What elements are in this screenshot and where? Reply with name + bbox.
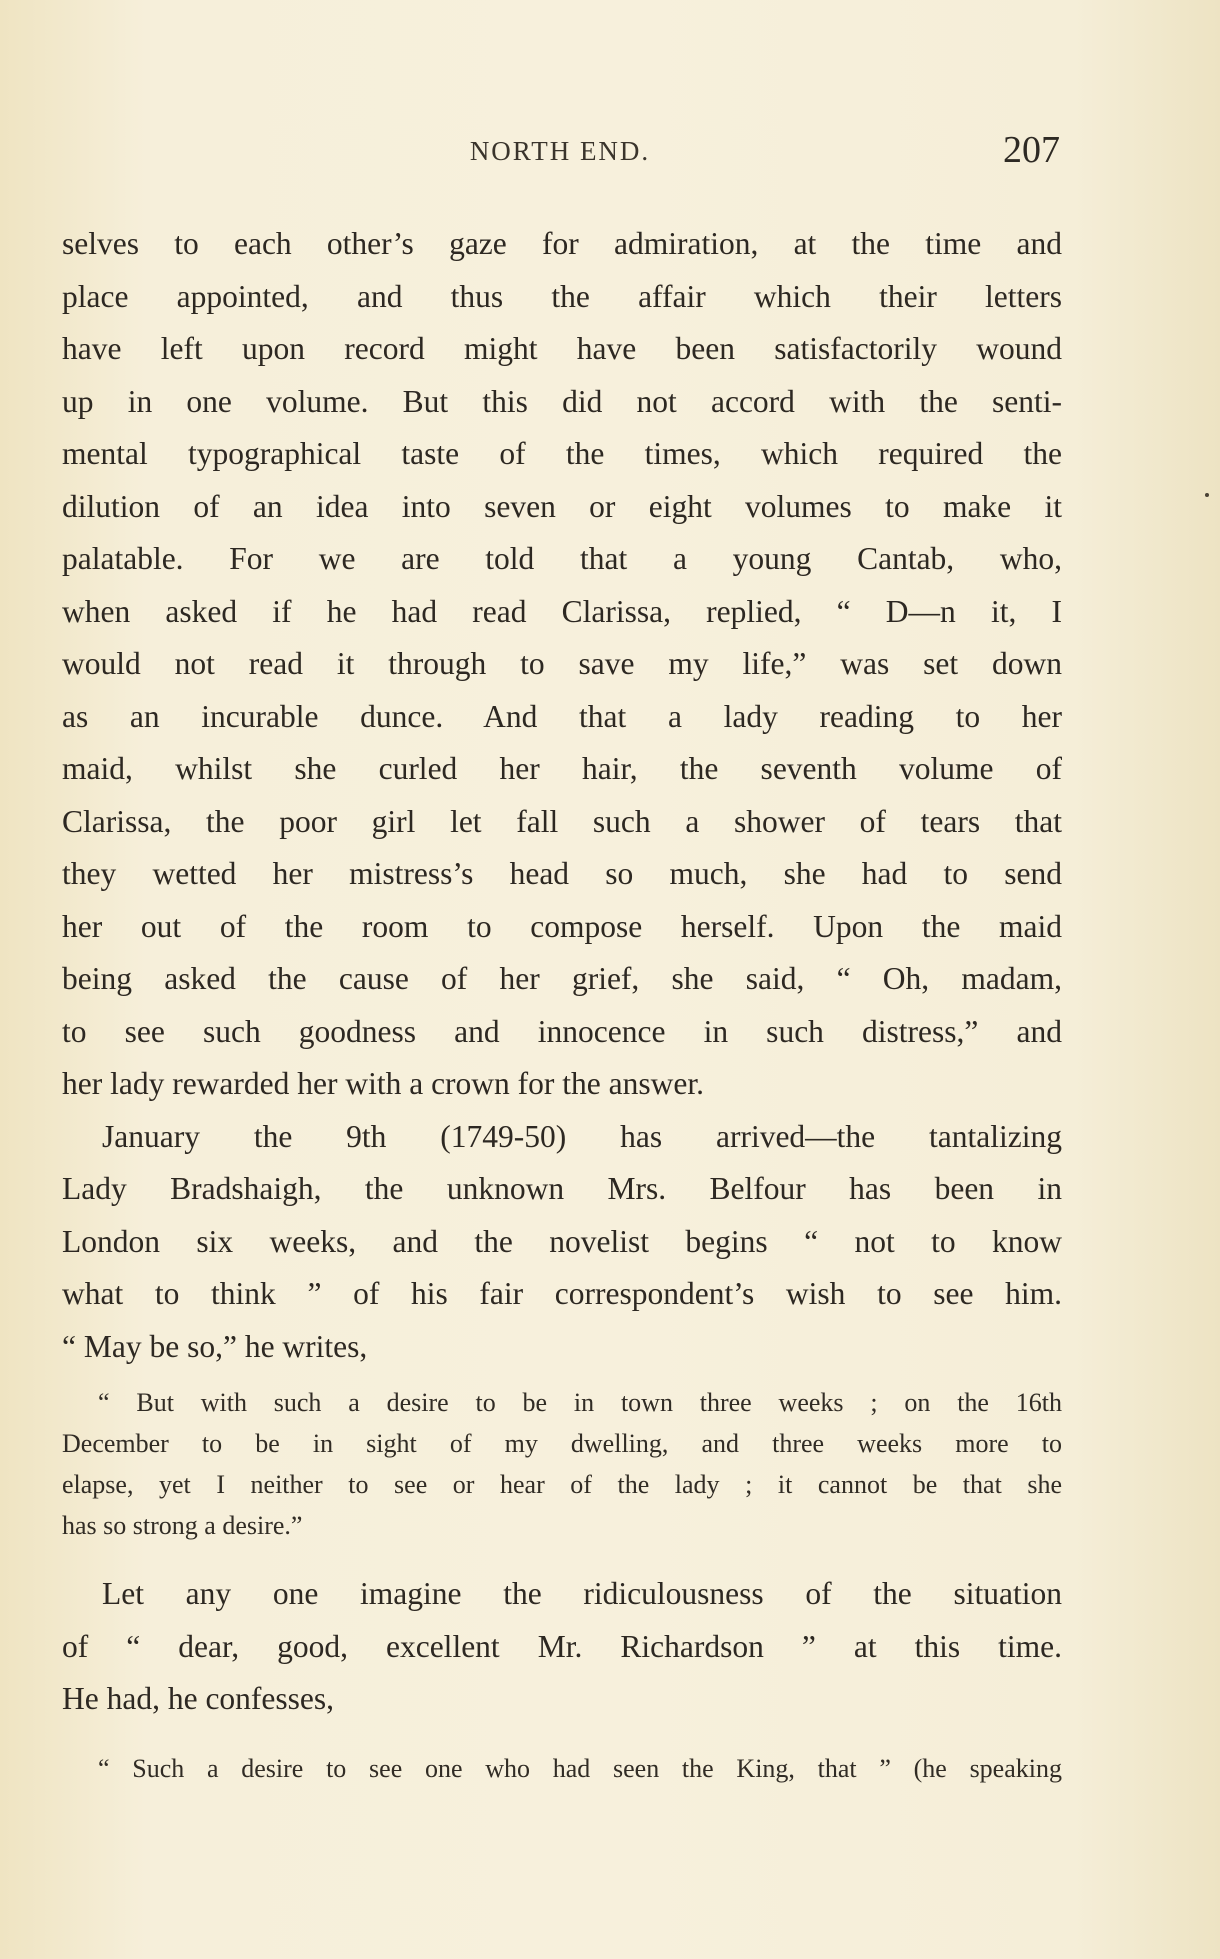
text-line: Let any one imagine the ridiculousness of the situation bbox=[102, 1576, 1062, 1611]
text-line: London six weeks, and the novelist begins “ not to know bbox=[62, 1223, 1062, 1259]
quote-line: “ But with such a desire to be in town three weeks ; on the 16th bbox=[98, 1388, 1062, 1417]
paragraph-2 bbox=[62, 1111, 1062, 1374]
text-line: He had, he confesses, bbox=[62, 1681, 335, 1716]
text-line: maid, whilst she curled her hair, the seventh volume of bbox=[62, 751, 1062, 786]
text-line: when asked if he had read Clarissa, replied, “ D—n it, I bbox=[62, 593, 1062, 629]
running-head bbox=[60, 128, 1060, 171]
running-title: NORTH END. bbox=[469, 136, 651, 166]
quote-line: elapse, yet I neither to see or hear of the lady ; it cannot be that she bbox=[62, 1470, 1062, 1499]
text-line: mental typographical taste of the times, which required the bbox=[62, 436, 1062, 471]
text-line: Lady Bradshaigh, the unknown Mrs. Belfour has been in bbox=[62, 1171, 1062, 1206]
text-line: place appointed, and thus the affair which their letters bbox=[62, 278, 1062, 314]
text-line: “ May be so,” he writes, bbox=[62, 1328, 368, 1364]
paragraph-3 bbox=[62, 1568, 1062, 1726]
main-text bbox=[62, 218, 1062, 1373]
text-line: her lady rewarded her with a crown for the answer. bbox=[62, 1066, 704, 1101]
text-line: to see such goodness and innocence in such distress,” and bbox=[62, 1013, 1062, 1049]
block-quote-2 bbox=[62, 1748, 1062, 1789]
text-line: have left upon record might have been satisfactorily wound bbox=[62, 331, 1062, 366]
page-number: 207 bbox=[1003, 129, 1060, 171]
quote-line: has so strong a desire.” bbox=[62, 1511, 303, 1540]
margin-speck bbox=[1205, 493, 1209, 497]
text-line: they wetted her mistress’s head so much, she had to send bbox=[62, 856, 1062, 891]
text-line: would not read it through to save my life,” was set down bbox=[62, 646, 1062, 681]
text-line: selves to each other’s gaze for admiration, at the time and bbox=[62, 226, 1062, 261]
text-line: palatable. For we are told that a young Cantab, who, bbox=[62, 541, 1062, 576]
text-line: her out of the room to compose herself. Upon the maid bbox=[62, 908, 1062, 944]
paragraph-1 bbox=[62, 218, 1062, 1111]
block-quote-1 bbox=[62, 1382, 1062, 1546]
quote-line: “ Such a desire to see one who had seen the King, that ” (he speaking bbox=[98, 1754, 1062, 1783]
text-line: of “ dear, good, excellent Mr. Richardson ” at this time. bbox=[62, 1628, 1062, 1664]
text-line: what to think ” of his fair correspondent’s wish to see him. bbox=[62, 1276, 1062, 1311]
text-line: up in one volume. But this did not accord with the senti- bbox=[62, 383, 1062, 419]
text-line: Clarissa, the poor girl let fall such a shower of tears that bbox=[62, 803, 1062, 839]
text-line: January the 9th (1749-50) has arrived—the tantalizing bbox=[102, 1118, 1062, 1154]
text-line: being asked the cause of her grief, she said, “ Oh, madam, bbox=[62, 961, 1062, 996]
text-line: dilution of an idea into seven or eight volumes to make it bbox=[62, 488, 1062, 524]
text-line: as an incurable dunce. And that a lady reading to her bbox=[62, 698, 1062, 734]
quote-line: December to be in sight of my dwelling, and three weeks more to bbox=[62, 1429, 1062, 1458]
